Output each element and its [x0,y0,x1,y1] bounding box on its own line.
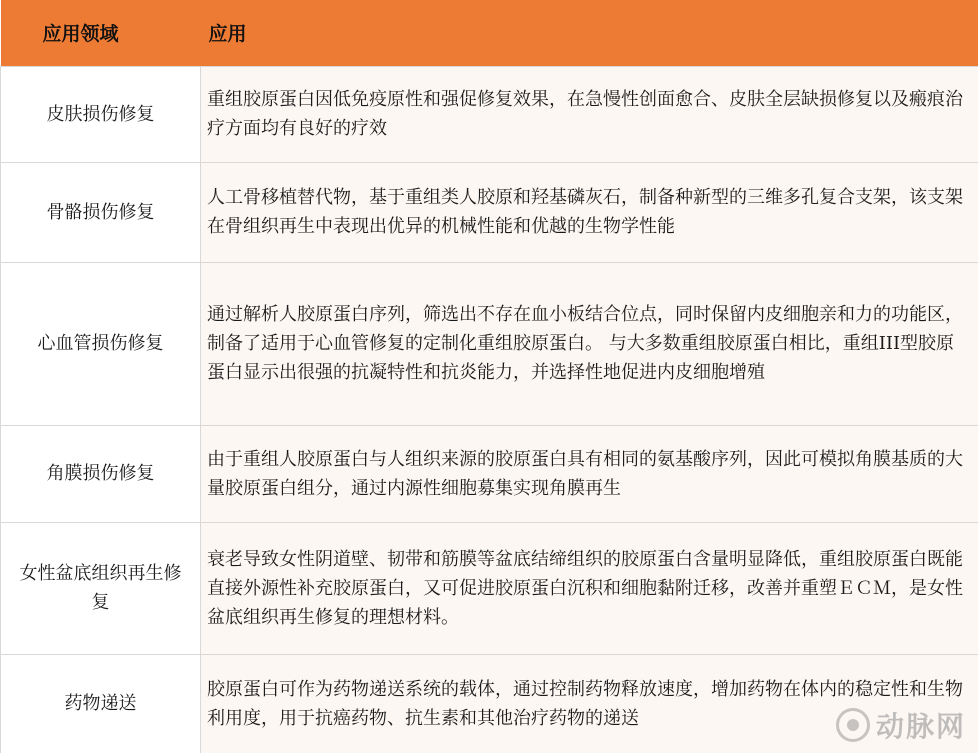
field-cell: 药物递送 [1,654,201,753]
watermark [836,705,966,745]
table-row [1,66,978,162]
field-cell: 皮肤损伤修复 [1,66,201,162]
header-application-field: 应用领域 [1,0,201,66]
field-cell: 女性盆底组织再生修复 [1,522,201,654]
description-cell: 重组胶原蛋白因低免疫原性和强促修复效果，在急慢性创面愈合、皮肤全层缺损修复以及瘢痕治疗方面均有良好的疗效 [201,66,978,162]
description-cell: 衰老导致女性阴道壁、韧带和筋膜等盆底结缔组织的胶原蛋白含量明显降低，重组胶原蛋白既能直接外源性补充胶原蛋白，又可促进胶原蛋白沉积和细胞黏附迁移，改善并重塑ＥＣＭ，是女性盆底组织再生修复的理想材料。 [201,522,978,654]
description-cell: 人工骨移植替代物，基于重组类人胶原和羟基磷灰石，制备种新型的三维多孔复合支架，该支架在骨组织再生中表现出优异的机械性能和优越的生物学性能 [201,162,978,262]
table-row [1,522,978,654]
description-cell: 由于重组人胶原蛋白与人组织来源的胶原蛋白具有相同的氨基酸序列，因此可模拟角膜基质的大量胶原蛋白组分，通过内源性细胞募集实现角膜再生 [201,425,978,522]
table-row [1,162,978,262]
watermark-text: 动脉网 [875,710,966,743]
description-cell: 通过解析人胶原蛋白序列，筛选出不存在血小板结合位点，同时保留内皮细胞亲和力的功能区，制备了适用于心血管修复的定制化重组胶原蛋白。 与大多数重组胶原蛋白相比，重组III型胶原蛋白显示出很强的抗凝特性和抗炎能力，并选择性地促进内皮细胞增殖 [201,262,978,425]
table-row [1,654,978,753]
table-header-row [1,0,978,66]
field-cell: 心血管损伤修复 [1,262,201,425]
table-row [1,425,978,522]
table-row [1,262,978,425]
field-cell: 角膜损伤修复 [1,425,201,522]
watermark-logo-icon [836,708,870,742]
field-cell: 骨骼损伤修复 [1,162,201,262]
description-cell: 胶原蛋白可作为药物递送系统的载体，通过控制药物释放速度，增加药物在体内的稳定性和生物利用度，用于抗癌药物、抗生素和其他治疗药物的递送 [201,654,978,753]
header-application: 应用 [201,0,978,66]
